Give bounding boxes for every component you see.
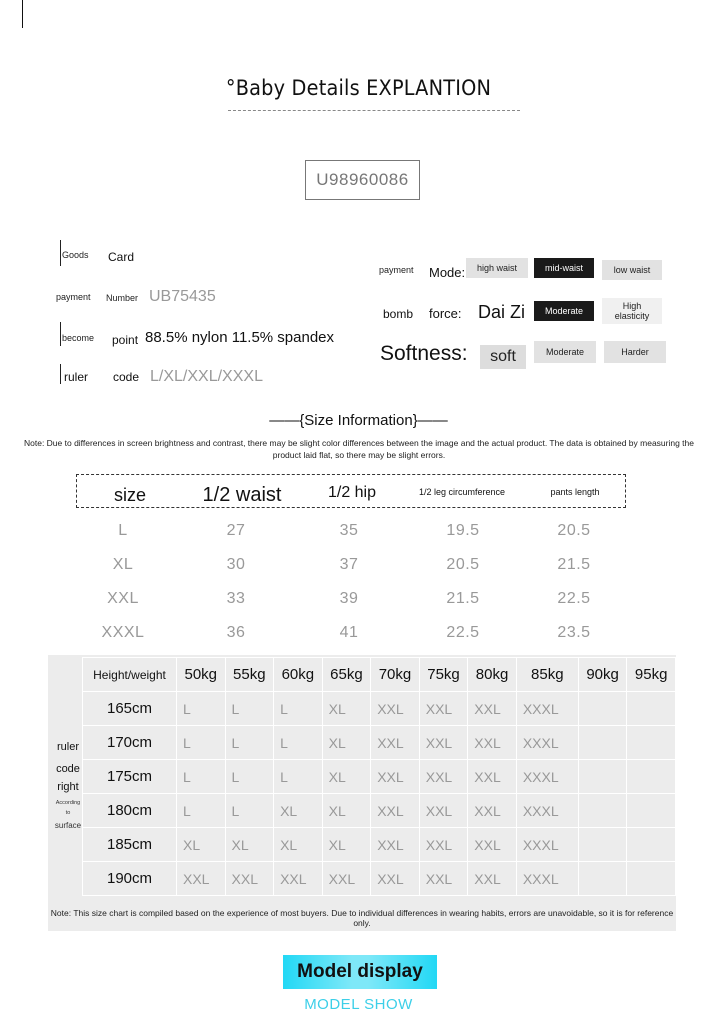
size-cell bbox=[578, 692, 627, 726]
fit-chart-note: Note: This size chart is compiled based on the experience of most buyers. Due to individual differences in wearing habits, errors are unavoidable, so it is for reference only. bbox=[50, 908, 674, 928]
header-leg: 1/2 leg circumference bbox=[418, 487, 506, 497]
row-marker bbox=[60, 240, 61, 266]
code-label: code bbox=[113, 370, 140, 384]
option-high-elasticity: High elasticity bbox=[602, 298, 662, 324]
size-cell bbox=[578, 760, 627, 794]
size-cell bbox=[578, 828, 627, 862]
material-value: 88.5% nylon 11.5% spandex bbox=[145, 329, 335, 346]
model-show-subtitle: MODEL SHOW bbox=[304, 996, 413, 1013]
length-cell: 21.5 bbox=[557, 556, 591, 573]
size-cell: XXL bbox=[419, 726, 468, 760]
softness-label: Softness: bbox=[380, 342, 468, 365]
side-label-ruler: ruler bbox=[56, 741, 79, 753]
size-cell: XXL bbox=[468, 760, 517, 794]
weight-header: 65kg bbox=[322, 658, 371, 692]
size-cell: L bbox=[225, 794, 274, 828]
size-cell: XXL bbox=[371, 692, 420, 726]
size-cell: L bbox=[274, 692, 323, 726]
side-label-right: right bbox=[57, 781, 79, 793]
size-cell: XXXL bbox=[516, 828, 578, 862]
size-cell: XL bbox=[322, 692, 371, 726]
option-mid-waist: mid-waist bbox=[534, 258, 594, 278]
goods-card-block bbox=[56, 240, 376, 390]
table-row bbox=[83, 828, 676, 862]
option-soft: soft bbox=[480, 345, 526, 369]
size-cell: L bbox=[177, 726, 226, 760]
table-row bbox=[83, 726, 676, 760]
become-label: become bbox=[62, 333, 95, 343]
leg-cell: 21.5 bbox=[446, 590, 480, 607]
product-code-box: U98960086 bbox=[305, 160, 420, 200]
force-label: force: bbox=[429, 306, 462, 321]
size-cell: L bbox=[118, 522, 128, 539]
leg-cell: 20.5 bbox=[446, 556, 480, 573]
hip-cell: 39 bbox=[339, 590, 359, 607]
size-cell: XXXL bbox=[516, 794, 578, 828]
table-row bbox=[83, 760, 676, 794]
table-row bbox=[76, 624, 626, 654]
weight-header: 75kg bbox=[419, 658, 468, 692]
hip-cell: 37 bbox=[339, 556, 359, 573]
height-cell: 170cm bbox=[83, 726, 177, 760]
payment-label: payment bbox=[379, 265, 414, 275]
height-cell: 165cm bbox=[83, 692, 177, 726]
table-row bbox=[83, 692, 676, 726]
point-label: point bbox=[112, 333, 139, 347]
side-tiny-surface: surface bbox=[54, 821, 82, 830]
size-cell: XL bbox=[322, 760, 371, 794]
size-cell: L bbox=[225, 726, 274, 760]
bomb-label: bomb bbox=[383, 307, 414, 321]
height-cell: 175cm bbox=[83, 760, 177, 794]
side-tiny-to: to bbox=[65, 810, 71, 816]
size-cell: XXL bbox=[371, 760, 420, 794]
size-cell: XXL bbox=[468, 692, 517, 726]
size-cell bbox=[578, 862, 627, 896]
size-cell: L bbox=[177, 794, 226, 828]
table-row bbox=[83, 794, 676, 828]
option-moderate: Moderate bbox=[534, 301, 594, 321]
row-marker bbox=[60, 322, 61, 346]
size-cell: XL bbox=[274, 794, 323, 828]
size-cell: XXL bbox=[419, 692, 468, 726]
size-cell: XXL bbox=[468, 726, 517, 760]
length-cell: 22.5 bbox=[557, 590, 591, 607]
size-cell: XL bbox=[322, 726, 371, 760]
side-label-code: code bbox=[56, 763, 80, 775]
size-cell bbox=[627, 692, 676, 726]
weight-header: 95kg bbox=[627, 658, 676, 692]
weight-header: 80kg bbox=[468, 658, 517, 692]
size-cell: XXL bbox=[322, 862, 371, 896]
size-range-value: L/XL/XXL/XXXL bbox=[150, 368, 263, 385]
size-cell bbox=[578, 794, 627, 828]
size-cell: XXL bbox=[468, 862, 517, 896]
size-cell: XL bbox=[112, 556, 134, 573]
size-cell: XXL bbox=[419, 862, 468, 896]
table-row bbox=[76, 590, 626, 620]
size-cell: XL bbox=[225, 828, 274, 862]
size-cell: L bbox=[225, 760, 274, 794]
size-table-header bbox=[76, 474, 626, 508]
size-cell: XL bbox=[274, 828, 323, 862]
hip-cell: 41 bbox=[339, 624, 359, 641]
page-title: °Baby Details EXPLANTION bbox=[225, 76, 492, 100]
size-cell: XXL bbox=[419, 794, 468, 828]
option-harder: Harder bbox=[604, 341, 666, 363]
title-divider bbox=[228, 110, 520, 111]
fit-grid bbox=[82, 657, 676, 896]
size-cell: XL bbox=[322, 794, 371, 828]
weight-header: 70kg bbox=[371, 658, 420, 692]
header-hip: 1/2 hip bbox=[327, 484, 377, 501]
top-edge-line bbox=[22, 0, 23, 28]
leg-cell: 19.5 bbox=[446, 522, 480, 539]
height-cell: 190cm bbox=[83, 862, 177, 896]
size-cell bbox=[627, 794, 676, 828]
leg-cell: 22.5 bbox=[446, 624, 480, 641]
length-cell: 20.5 bbox=[557, 522, 591, 539]
item-number-value: UB75435 bbox=[149, 288, 216, 305]
waist-cell: 33 bbox=[226, 590, 246, 607]
card-label: Card bbox=[108, 250, 135, 264]
size-cell: XXXL bbox=[516, 726, 578, 760]
size-cell: XL bbox=[177, 828, 226, 862]
header-size: size bbox=[113, 485, 146, 505]
table-row bbox=[83, 658, 676, 692]
size-cell: L bbox=[177, 760, 226, 794]
size-cell: XXL bbox=[177, 862, 226, 896]
force-value: Dai Zi bbox=[478, 302, 526, 322]
corner-cell: Height/weight bbox=[83, 658, 177, 692]
waist-cell: 27 bbox=[226, 522, 246, 539]
table-row bbox=[83, 862, 676, 896]
waist-cell: 30 bbox=[226, 556, 246, 573]
size-cell: XXL bbox=[419, 828, 468, 862]
size-cell: XXXL bbox=[101, 624, 145, 641]
size-cell bbox=[627, 760, 676, 794]
weight-header: 50kg bbox=[177, 658, 226, 692]
size-cell: XXL bbox=[371, 794, 420, 828]
model-display-banner: Model display bbox=[283, 955, 437, 989]
size-cell: XXL bbox=[274, 862, 323, 896]
weight-header: 90kg bbox=[578, 658, 627, 692]
size-cell: XXL bbox=[468, 828, 517, 862]
size-cell: XXL bbox=[371, 726, 420, 760]
option-moderate-soft: Moderate bbox=[534, 341, 596, 363]
hip-cell: 35 bbox=[339, 522, 359, 539]
size-cell bbox=[578, 726, 627, 760]
size-info-heading: ——{Size Information}—— bbox=[269, 412, 448, 429]
size-cell: XXL bbox=[225, 862, 274, 896]
height-cell: 185cm bbox=[83, 828, 177, 862]
size-cell: XXL bbox=[468, 794, 517, 828]
goods-label: Goods bbox=[62, 250, 89, 260]
table-row bbox=[76, 556, 626, 586]
weight-header: 60kg bbox=[274, 658, 323, 692]
size-cell: XL bbox=[322, 828, 371, 862]
size-cell: L bbox=[177, 692, 226, 726]
table-row bbox=[76, 522, 626, 552]
weight-header: 85kg bbox=[516, 658, 578, 692]
waist-cell: 36 bbox=[226, 624, 246, 641]
fit-chart bbox=[48, 655, 676, 931]
size-cell: L bbox=[274, 726, 323, 760]
option-high-waist: high waist bbox=[466, 258, 528, 278]
size-cell: L bbox=[225, 692, 274, 726]
weight-header: 55kg bbox=[225, 658, 274, 692]
mode-label: Mode: bbox=[429, 265, 466, 280]
size-cell: XXXL bbox=[516, 862, 578, 896]
number-label: Number bbox=[106, 293, 139, 303]
size-cell bbox=[627, 828, 676, 862]
size-cell bbox=[627, 862, 676, 896]
height-cell: 180cm bbox=[83, 794, 177, 828]
ruler-label: ruler bbox=[64, 370, 89, 384]
side-tiny-according: According bbox=[55, 800, 81, 806]
length-cell: 23.5 bbox=[557, 624, 591, 641]
size-cell: XXXL bbox=[516, 760, 578, 794]
size-cell: XXL bbox=[419, 760, 468, 794]
header-waist: 1/2 waist bbox=[202, 484, 282, 506]
size-cell: XXXL bbox=[516, 692, 578, 726]
size-info-note: Note: Due to differences in screen brightness and contrast, there may be slight color differences between the image and the actual product. The data is obtained by measuring the product laid flat, so there may be slight errors. bbox=[23, 438, 694, 460]
size-cell: L bbox=[274, 760, 323, 794]
payment-label: payment bbox=[56, 292, 91, 302]
size-cell: XXL bbox=[371, 862, 420, 896]
size-cell bbox=[627, 726, 676, 760]
attributes-block bbox=[378, 250, 678, 380]
row-marker bbox=[60, 364, 61, 384]
option-low-waist: low waist bbox=[602, 260, 662, 280]
size-cell: XXL bbox=[371, 828, 420, 862]
header-length: pants length bbox=[550, 487, 600, 497]
size-cell: XXL bbox=[107, 590, 139, 607]
